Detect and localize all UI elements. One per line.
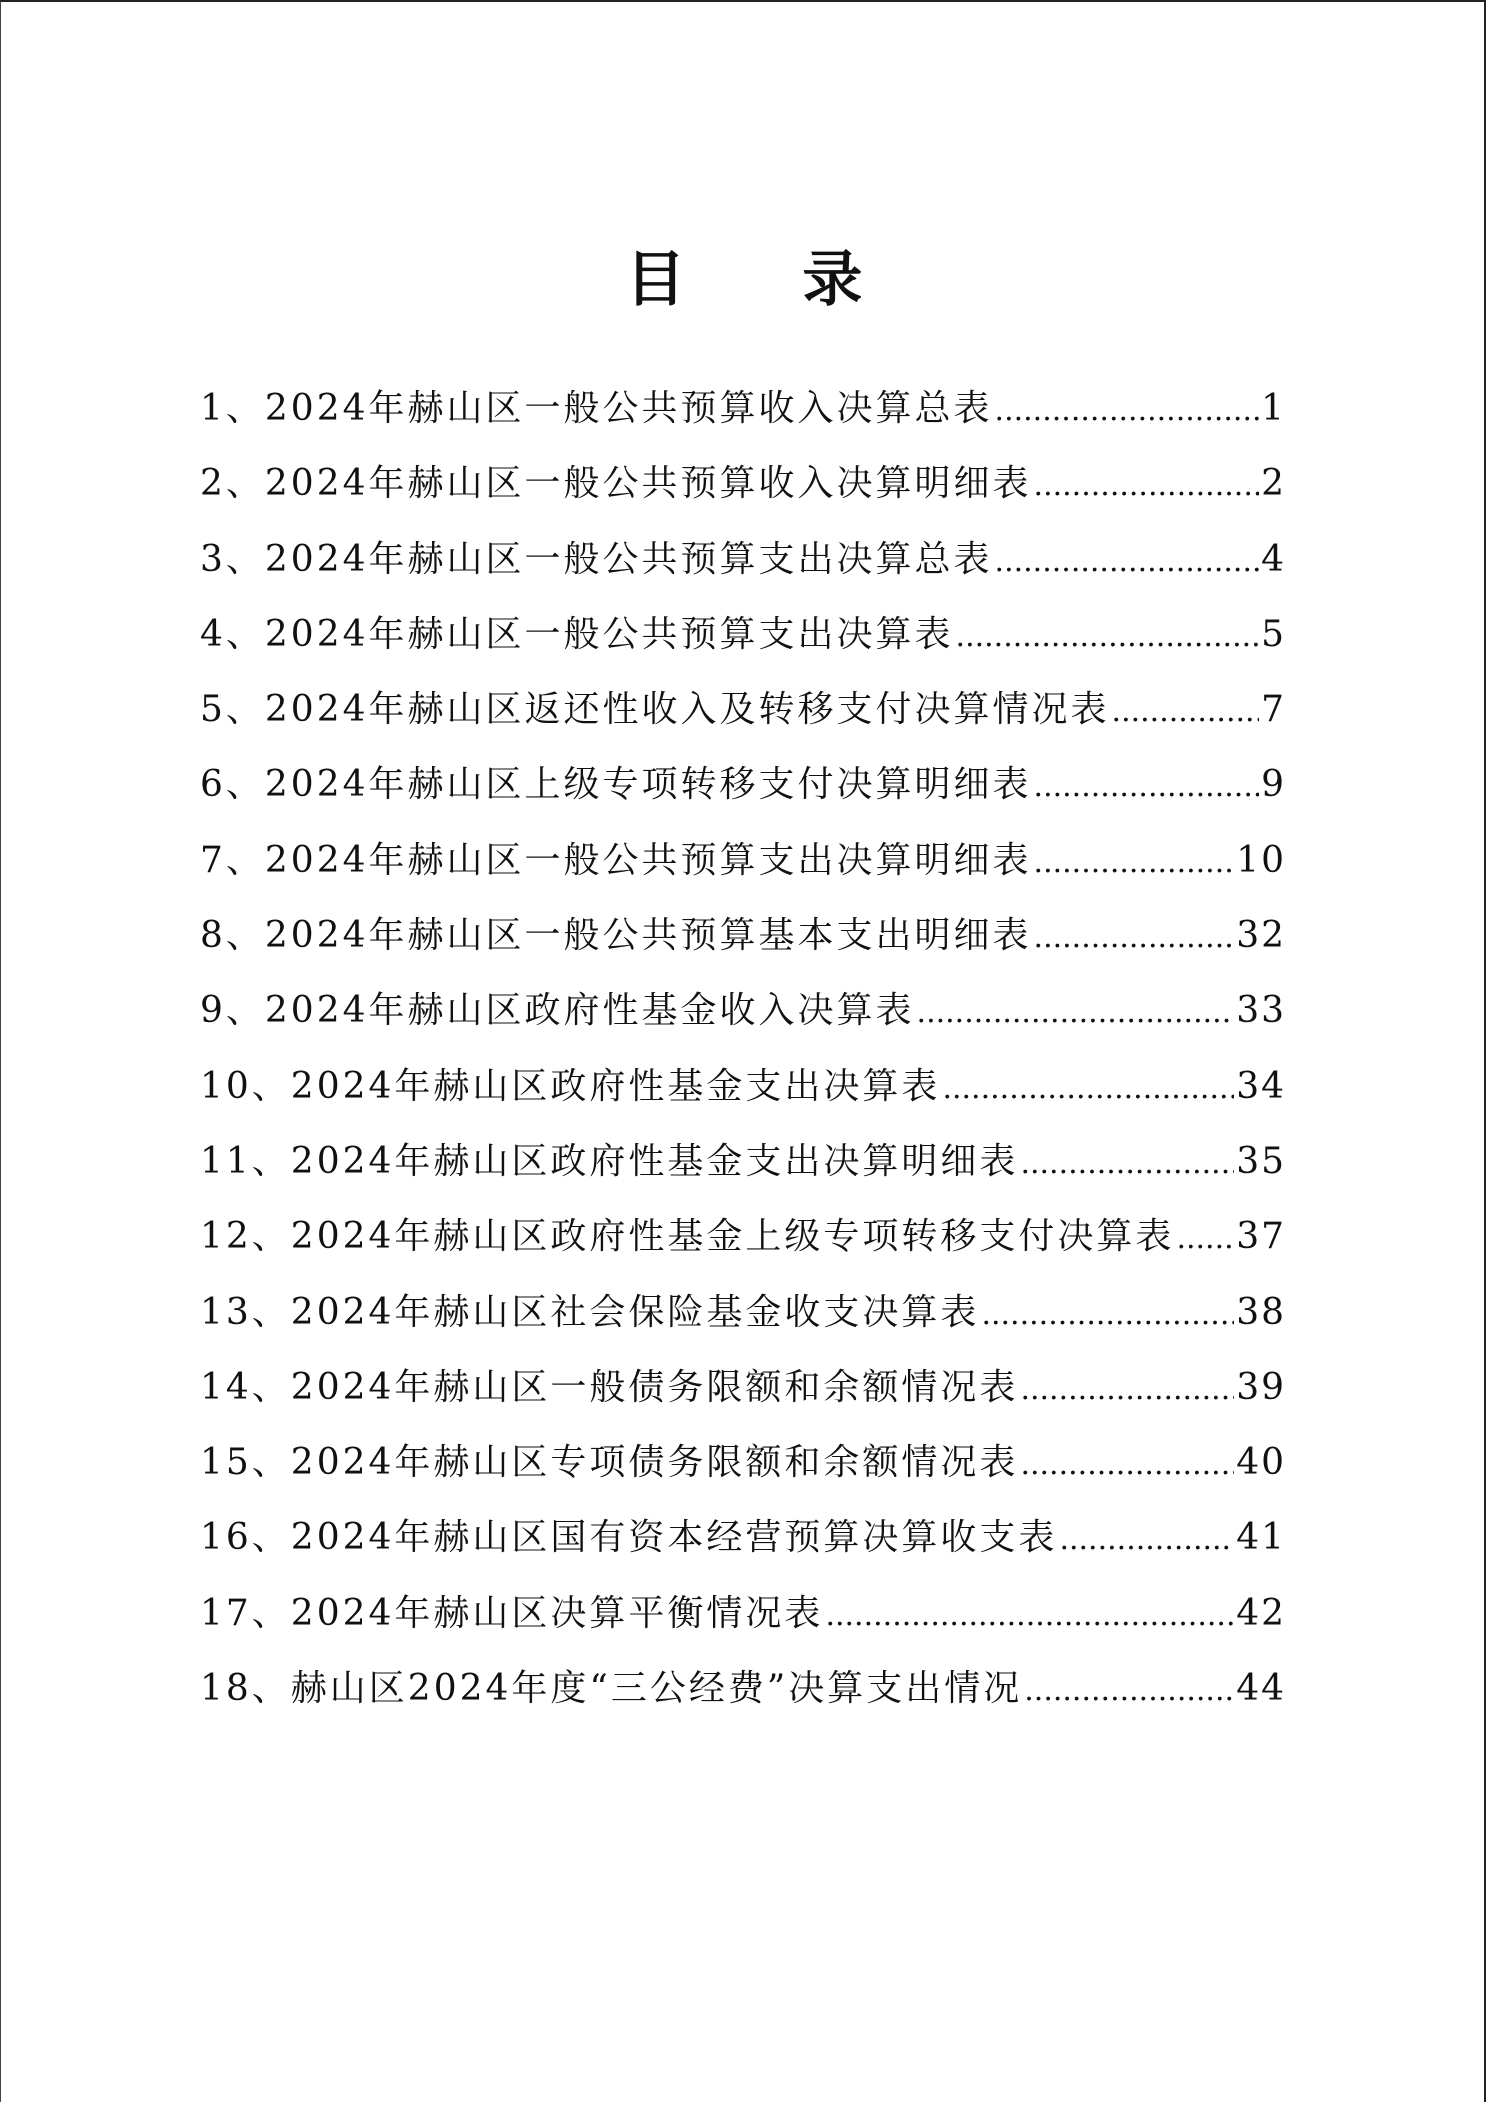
toc-entry-text: 3、2024年赫山区一般公共预算支出决算总表	[200, 538, 993, 580]
toc-entry-text: 17、2024年赫山区决算平衡情况表	[200, 1592, 824, 1634]
toc-leader-dots	[1020, 1427, 1234, 1502]
toc-leader-dots	[1034, 825, 1235, 900]
toc-entry[interactable]	[200, 747, 1286, 822]
toc-entry[interactable]	[200, 898, 1286, 973]
toc-entry-page: 32	[1236, 915, 1286, 957]
toc-entry-text: 8、2024年赫山区一般公共预算基本支出明细表	[200, 915, 1032, 957]
toc-entry-page: 37	[1236, 1216, 1286, 1258]
toc-entry-text: 12、2024年赫山区政府性基金上级专项转移支付决算表	[200, 1216, 1175, 1258]
toc-entry-text: 1、2024年赫山区一般公共预算收入决算总表	[200, 388, 993, 429]
toc-entry-text: 18、赫山区2024年度“三公经费”决算支出情况	[200, 1668, 1023, 1710]
toc-leader-dots	[942, 1051, 1234, 1126]
toc-entry-page: 1	[1261, 388, 1286, 429]
toc-entry-page: 38	[1236, 1291, 1286, 1333]
toc-entry-text: 13、2024年赫山区社会保险基金收支决算表	[200, 1291, 980, 1333]
toc-leader-dots	[981, 1277, 1234, 1352]
toc-entry-text: 11、2024年赫山区政府性基金支出决算明细表	[200, 1140, 1019, 1182]
toc-entry[interactable]	[200, 1651, 1286, 1726]
toc-entry-page: 2	[1261, 463, 1286, 505]
toc-entry[interactable]	[200, 1500, 1286, 1575]
toc-entry-text: 16、2024年赫山区国有资本经营预算决算收支表	[200, 1517, 1058, 1559]
toc-leader-dots	[1059, 1502, 1234, 1577]
toc-leader-dots	[917, 975, 1235, 1050]
toc-entry[interactable]	[200, 597, 1286, 672]
toc-entry[interactable]	[200, 973, 1286, 1048]
toc-leader-dots	[1176, 1201, 1234, 1276]
toc-entry-page: 44	[1236, 1668, 1286, 1710]
toc-entry-page: 34	[1236, 1065, 1286, 1107]
toc-leader-dots	[1112, 674, 1260, 749]
toc-entry[interactable]	[200, 1425, 1286, 1500]
toc-leader-dots	[1034, 448, 1260, 523]
toc-entry-page: 5	[1261, 613, 1286, 655]
toc-entry-text: 4、2024年赫山区一般公共预算支出决算表	[200, 613, 954, 655]
toc-entry-page: 41	[1236, 1517, 1286, 1559]
toc-entry-page: 33	[1236, 990, 1286, 1032]
toc-entry-page: 4	[1261, 538, 1286, 580]
toc-leader-dots	[825, 1578, 1234, 1653]
toc-leader-dots	[1020, 1126, 1234, 1201]
toc-leader-dots	[995, 524, 1260, 599]
toc-entry-page: 9	[1261, 764, 1286, 806]
toc-leader-dots	[995, 373, 1260, 448]
toc-entry[interactable]	[200, 1049, 1286, 1124]
toc-leader-dots	[1034, 900, 1235, 975]
toc-entry-page: 7	[1261, 689, 1286, 731]
toc-entry-text: 14、2024年赫山区一般债务限额和余额情况表	[200, 1366, 1019, 1408]
toc-entry[interactable]	[200, 1576, 1286, 1651]
toc-entry-page: 42	[1236, 1592, 1286, 1634]
toc-entry[interactable]	[200, 672, 1286, 747]
toc-entry-text: 9、2024年赫山区政府性基金收入决算表	[200, 990, 915, 1032]
toc-entry-text: 10、2024年赫山区政府性基金支出决算表	[200, 1065, 941, 1107]
toc-entry-text: 15、2024年赫山区专项债务限额和余额情况表	[200, 1442, 1019, 1484]
toc-entry[interactable]	[200, 1275, 1286, 1350]
toc-entry[interactable]	[200, 1124, 1286, 1199]
toc-entry[interactable]	[200, 446, 1286, 521]
toc-entry-page: 40	[1236, 1442, 1286, 1484]
toc-entry-text: 5、2024年赫山区返还性收入及转移支付决算情况表	[200, 689, 1110, 731]
toc-entry-page: 10	[1236, 839, 1286, 881]
toc-entry[interactable]	[200, 522, 1286, 597]
toc-entry-text: 2、2024年赫山区一般公共预算收入决算明细表	[200, 463, 1032, 505]
toc-entry[interactable]	[200, 1350, 1286, 1425]
toc-entry-text: 7、2024年赫山区一般公共预算支出决算明细表	[200, 839, 1032, 881]
toc-leader-dots	[956, 599, 1260, 674]
toc-leader-dots	[1024, 1653, 1234, 1728]
toc-leader-dots	[1034, 749, 1260, 824]
toc-title: 目 录	[625, 245, 911, 315]
toc-entry-page: 35	[1236, 1140, 1286, 1182]
toc-list	[200, 371, 1286, 1726]
toc-leader-dots	[1020, 1352, 1234, 1427]
toc-entry-page: 39	[1236, 1366, 1286, 1408]
toc-entry[interactable]	[200, 823, 1286, 898]
toc-entry[interactable]	[200, 1199, 1286, 1274]
toc-entry[interactable]	[200, 371, 1286, 446]
toc-entry-text: 6、2024年赫山区上级专项转移支付决算明细表	[200, 764, 1032, 806]
